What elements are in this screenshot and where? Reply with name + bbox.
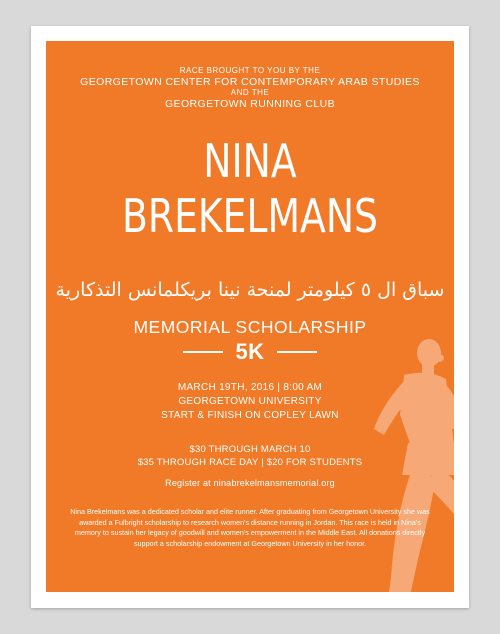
event-details [46, 381, 454, 423]
date-time: MARCH 19TH, 2016 | 8:00 AM [177, 382, 323, 393]
sponsor-arab-studies: GEORGETOWN CENTER FOR CONTEMPORARY ARAB STUDIES [80, 76, 420, 88]
about-paragraph: Nina Brekelmans was a dedicated scholar and elite runner. After graduating from Georgetown University she was awarded a Fulbright scholarship to research women's distance running in Jordan. This race is held in Nina's memory to sustain her legacy of goodwill and women's empowerment in the Middle East. All donations directly support a scholarship endowment at Georgetown University in her honor. [70, 507, 430, 548]
title-first-name: NINA [203, 134, 297, 188]
registration-link[interactable]: Register at ninabrekelmansmemorial.org [165, 478, 335, 488]
race-distance: 5K [235, 339, 265, 364]
price-early: $30 THROUGH MARCH 10 [189, 444, 311, 455]
pricing [46, 443, 454, 469]
race-distance-row [46, 339, 454, 365]
race-sponsors [46, 66, 454, 110]
price-late: $35 THROUGH RACE DAY | $20 FOR STUDENTS [137, 457, 363, 468]
right-divider [277, 351, 317, 353]
location: GEORGETOWN UNIVERSITY [178, 396, 322, 407]
sponsor-running-club: GEORGETOWN RUNNING CLUB [164, 98, 336, 110]
memorial-scholarship-heading: MEMORIAL SCHOLARSHIP [133, 317, 367, 337]
start-finish: START & FINISH ON COPLEY LAWN [161, 410, 339, 421]
poster [46, 41, 454, 592]
intro-and: AND THE [230, 88, 270, 97]
title-last-name: BREKELMANS [121, 189, 379, 243]
arabic-title: سباق ال ٥ كيلومتر لمنحة نينا بريكلمانس التذكارية [55, 279, 445, 301]
left-divider [183, 351, 223, 353]
intro-line: RACE BROUGHT TO YOU BY THE [179, 66, 321, 75]
